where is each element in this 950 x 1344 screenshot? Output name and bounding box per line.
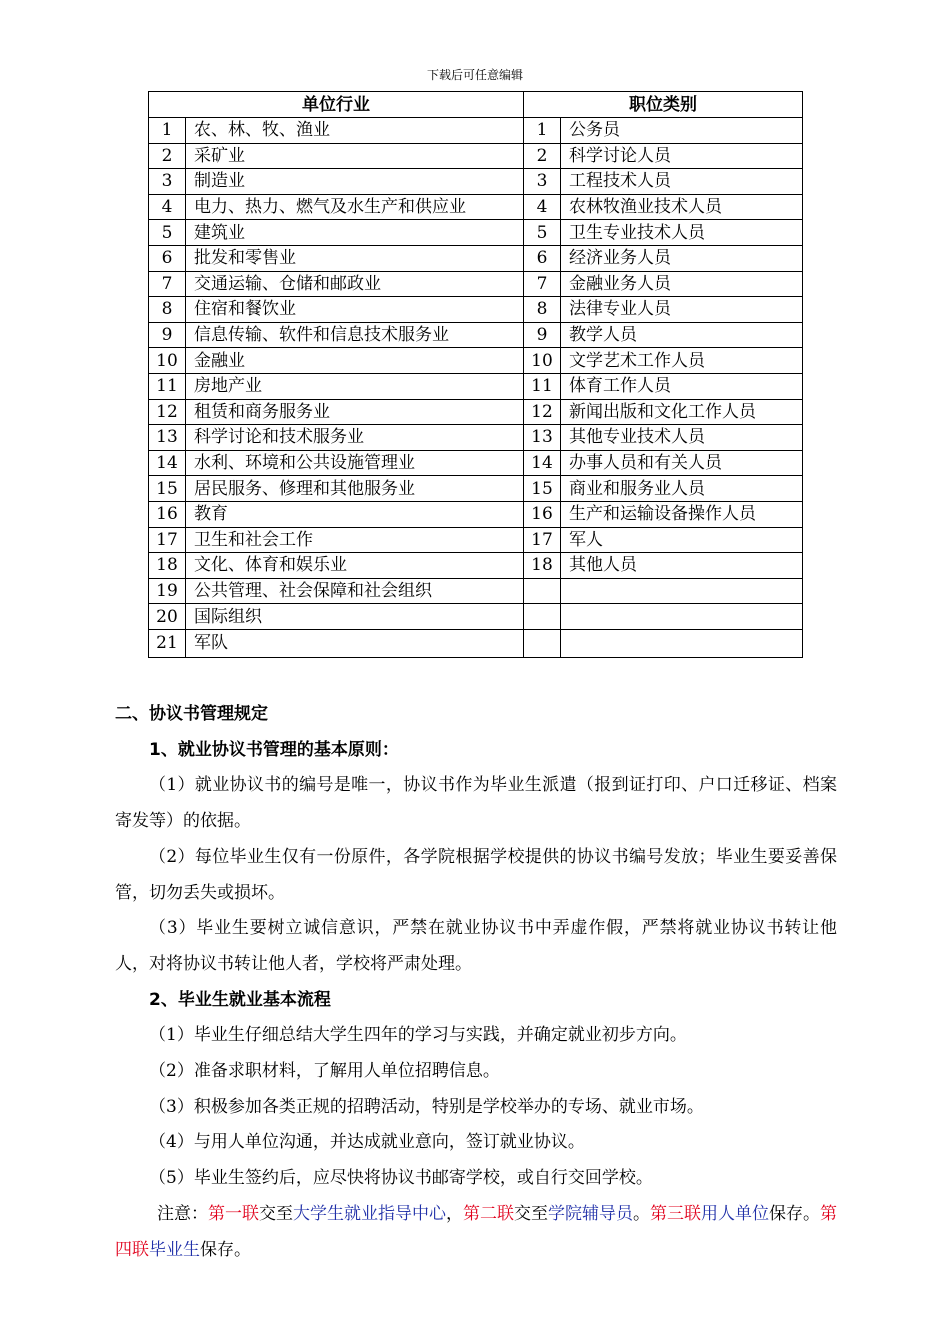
principle-item: （1）就业协议书的编号是唯一，协议书作为毕业生派遣（报到证打印、户口迁移证、档案寄发等）的依据。 xyxy=(115,775,837,832)
industry-number: 8 xyxy=(149,297,186,323)
industry-number: 16 xyxy=(149,501,186,527)
table-row xyxy=(149,194,803,220)
industry-name: 教育 xyxy=(186,501,524,527)
note-copy-3: 第三联 xyxy=(650,1203,701,1224)
table-row xyxy=(149,169,803,195)
table-row xyxy=(149,399,803,425)
position-name: 文学艺术工作人员 xyxy=(561,348,803,374)
table-row xyxy=(149,322,803,348)
industry-number: 13 xyxy=(149,425,186,451)
industry-name: 住宿和餐饮业 xyxy=(186,297,524,323)
position-number xyxy=(524,578,561,604)
industry-number: 1 xyxy=(149,118,186,144)
table-row xyxy=(149,476,803,502)
industry-number: 14 xyxy=(149,450,186,476)
position-number: 12 xyxy=(524,399,561,425)
position-name: 新闻出版和文化工作人员 xyxy=(561,399,803,425)
process-step: （4）与用人单位沟通，并达成就业意向，签订就业协议。 xyxy=(149,1132,585,1153)
industry-number: 18 xyxy=(149,553,186,579)
note-dest-2: 学院辅导员 xyxy=(548,1203,633,1224)
table-row xyxy=(149,348,803,374)
table-row xyxy=(149,578,803,604)
industry-name: 文化、体育和娱乐业 xyxy=(186,553,524,579)
note-sep-2: 。 xyxy=(633,1203,650,1224)
position-number: 3 xyxy=(524,169,561,195)
position-name: 公务员 xyxy=(561,118,803,144)
industry-name: 国际组织 xyxy=(186,604,524,630)
position-name: 金融业务人员 xyxy=(561,271,803,297)
position-number: 13 xyxy=(524,425,561,451)
industry-number: 9 xyxy=(149,322,186,348)
industry-name: 金融业 xyxy=(186,348,524,374)
position-number: 4 xyxy=(524,194,561,220)
position-number: 9 xyxy=(524,322,561,348)
position-number xyxy=(524,604,561,630)
industry-name: 采矿业 xyxy=(186,143,524,169)
section-agreement-rules xyxy=(115,697,837,1268)
note-copy-4: 第四联 xyxy=(115,1203,837,1260)
industry-name: 房地产业 xyxy=(186,373,524,399)
position-name: 经济业务人员 xyxy=(561,245,803,271)
table-row xyxy=(149,297,803,323)
copy-distribution-note xyxy=(115,1197,837,1268)
position-number: 18 xyxy=(524,553,561,579)
industry-number: 6 xyxy=(149,245,186,271)
position-name: 商业和服务业人员 xyxy=(561,476,803,502)
industry-number: 10 xyxy=(149,348,186,374)
table-row xyxy=(149,450,803,476)
industry-name: 居民服务、修理和其他服务业 xyxy=(186,476,524,502)
table-row xyxy=(149,425,803,451)
industry-name: 制造业 xyxy=(186,169,524,195)
industry-name: 公共管理、社会保障和社会组织 xyxy=(186,578,524,604)
industry-number: 20 xyxy=(149,604,186,630)
position-name: 法律专业人员 xyxy=(561,297,803,323)
position-number: 11 xyxy=(524,373,561,399)
industry-number: 11 xyxy=(149,373,186,399)
table-row xyxy=(149,553,803,579)
process-step: （1）毕业生仔细总结大学生四年的学习与实践，并确定就业初步方向。 xyxy=(149,1025,687,1046)
industry-name: 水利、环境和公共设施管理业 xyxy=(186,450,524,476)
industry-number: 7 xyxy=(149,271,186,297)
position-name: 农林牧渔业技术人员 xyxy=(561,194,803,220)
position-number: 5 xyxy=(524,220,561,246)
industry-name: 军队 xyxy=(186,629,524,657)
note-copy-1: 第一联 xyxy=(208,1203,259,1224)
position-number: 2 xyxy=(524,143,561,169)
industry-number: 2 xyxy=(149,143,186,169)
position-name: 其他人员 xyxy=(561,553,803,579)
industry-name: 建筑业 xyxy=(186,220,524,246)
industry-number: 17 xyxy=(149,527,186,553)
table-body xyxy=(149,118,803,658)
position-number: 16 xyxy=(524,501,561,527)
note-to-2: 交至 xyxy=(514,1203,548,1224)
table-row xyxy=(149,118,803,144)
position-number: 1 xyxy=(524,118,561,144)
industry-name: 科学讨论和技术服务业 xyxy=(186,425,524,451)
position-number xyxy=(524,629,561,657)
industry-number: 19 xyxy=(149,578,186,604)
note-keep-4: 保存。 xyxy=(200,1239,251,1260)
note-dest-1: 大学生就业指导中心 xyxy=(293,1203,446,1224)
industry-name: 卫生和社会工作 xyxy=(186,527,524,553)
position-number: 10 xyxy=(524,348,561,374)
process-step: （5）毕业生签约后，应尽快将协议书邮寄学校，或自行交回学校。 xyxy=(149,1168,653,1189)
industry-name: 信息传输、软件和信息技术服务业 xyxy=(186,322,524,348)
position-name: 教学人员 xyxy=(561,322,803,348)
section-title: 二、协议书管理规定 xyxy=(115,704,268,724)
table-header-row xyxy=(149,92,803,118)
principle-item: （2）每位毕业生仅有一份原件，各学院根据学校提供的协议书编号发放；毕业生要妥善保管，切勿丢失或损坏。 xyxy=(115,846,837,903)
classification-table xyxy=(148,91,803,658)
position-number: 14 xyxy=(524,450,561,476)
position-name: 其他专业技术人员 xyxy=(561,425,803,451)
position-number: 6 xyxy=(524,245,561,271)
subsection-principles-title: 1、就业协议书管理的基本原则： xyxy=(149,739,399,760)
position-number: 17 xyxy=(524,527,561,553)
position-name: 工程技术人员 xyxy=(561,169,803,195)
process-step: （2）准备求职材料，了解用人单位招聘信息。 xyxy=(149,1061,500,1082)
industry-name: 交通运输、仓储和邮政业 xyxy=(186,271,524,297)
industry-number: 12 xyxy=(149,399,186,425)
industry-name: 租赁和商务服务业 xyxy=(186,399,524,425)
industry-name: 电力、热力、燃气及水生产和供应业 xyxy=(186,194,524,220)
table-row xyxy=(149,373,803,399)
table-row xyxy=(149,501,803,527)
subsection-process-title: 2、毕业生就业基本流程 xyxy=(149,989,331,1010)
position-name xyxy=(561,604,803,630)
note-keep-3: 保存。 xyxy=(769,1203,820,1224)
note-copy-2: 第二联 xyxy=(463,1203,514,1224)
header-position: 职位类别 xyxy=(524,92,803,118)
position-number: 8 xyxy=(524,297,561,323)
industry-name: 农、林、牧、渔业 xyxy=(186,118,524,144)
note-dest-4: 毕业生 xyxy=(149,1239,200,1260)
table-row xyxy=(149,143,803,169)
industry-name: 批发和零售业 xyxy=(186,245,524,271)
table-row xyxy=(149,220,803,246)
table-row xyxy=(149,245,803,271)
page-header-note: 下载后可任意编辑 xyxy=(426,68,523,82)
position-name: 军人 xyxy=(561,527,803,553)
note-to-1: 交至 xyxy=(259,1203,293,1224)
position-name: 卫生专业技术人员 xyxy=(561,220,803,246)
position-number: 7 xyxy=(524,271,561,297)
industry-number: 4 xyxy=(149,194,186,220)
industry-number: 3 xyxy=(149,169,186,195)
position-name: 体育工作人员 xyxy=(561,373,803,399)
industry-number: 21 xyxy=(149,629,186,657)
position-name: 办事人员和有关人员 xyxy=(561,450,803,476)
note-dest-3: 用人单位 xyxy=(701,1203,769,1224)
industry-number: 5 xyxy=(149,220,186,246)
position-name xyxy=(561,629,803,657)
principle-item: （3）毕业生要树立诚信意识，严禁在就业协议书中弄虚作假，严禁将就业协议书转让他人，对将协议书转让他人者，学校将严肃处理。 xyxy=(115,918,837,974)
process-step: （3）积极参加各类正规的招聘活动，特别是学校举办的专场、就业市场。 xyxy=(149,1096,704,1117)
header-industry: 单位行业 xyxy=(149,92,524,118)
position-name: 生产和运输设备操作人员 xyxy=(561,501,803,527)
position-number: 15 xyxy=(524,476,561,502)
table-row xyxy=(149,629,803,657)
table-row xyxy=(149,604,803,630)
note-sep-1: ， xyxy=(446,1203,463,1224)
table-row xyxy=(149,271,803,297)
table-row xyxy=(149,527,803,553)
position-name xyxy=(561,578,803,604)
position-name: 科学讨论人员 xyxy=(561,143,803,169)
industry-number: 15 xyxy=(149,476,186,502)
note-prefix: 注意： xyxy=(157,1203,208,1224)
